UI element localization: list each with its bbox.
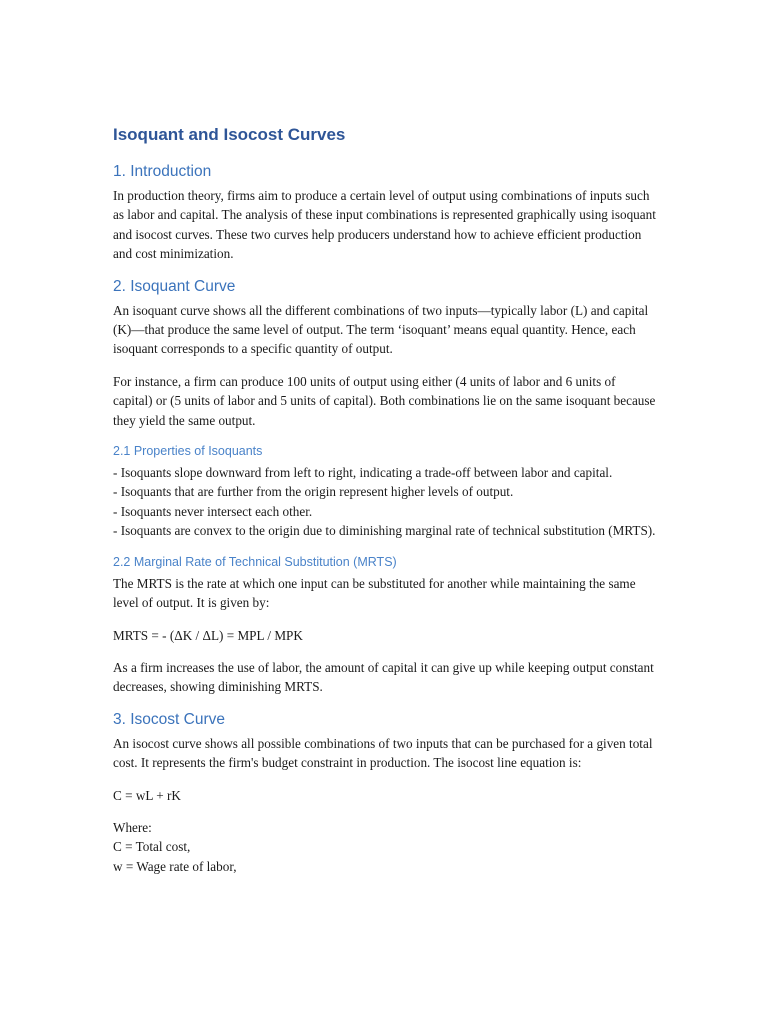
isoquant-paragraph-definition: An isoquant curve shows all the different combinations of two inputs—typically labor (L) and capital (K)—that produce the same level of output. The term ‘isoquant’ means equal quantity. Hence, each isoquant corresponds to a specific quantity of output. bbox=[113, 302, 649, 357]
where-line: Where: bbox=[113, 819, 152, 835]
list-item: - Isoquants are convex to the origin due to diminishing marginal rate of technical substitution (MRTS). bbox=[113, 523, 656, 539]
mrts-paragraph-definition: The MRTS is the rate at which one input can be substituted for another while maintaining the same level of output. It is given by: bbox=[113, 575, 636, 611]
heading-isocost-curve: 3. Isocost Curve bbox=[113, 710, 225, 728]
isocost-formula: C = wL + rK bbox=[113, 787, 181, 803]
where-line: w = Wage rate of labor, bbox=[113, 858, 237, 874]
isocost-paragraph-definition: An isocost curve shows all possible combinations of two inputs that can be purchased for a given total cost. It represents the firm's budget constraint in production. The isocost line equation is: bbox=[113, 735, 653, 771]
mrts-paragraph-diminishing: As a firm increases the use of labor, the amount of capital it can give up while keeping output constant decreases, showing diminishing MRTS. bbox=[113, 659, 654, 695]
heading-mrts: 2.2 Marginal Rate of Technical Substitution (MRTS) bbox=[113, 554, 397, 569]
list-item: - Isoquants slope downward from left to right, indicating a trade-off between labor and capital. bbox=[113, 465, 613, 481]
mrts-formula: MRTS = - (ΔK / ΔL) = MPL / MPK bbox=[113, 627, 303, 643]
list-item: - Isoquants that are further from the origin represent higher levels of output. bbox=[113, 484, 514, 500]
list-item: - Isoquants never intersect each other. bbox=[113, 503, 313, 519]
heading-introduction: 1. Introduction bbox=[113, 163, 212, 180]
intro-paragraph: In production theory, firms aim to produce a certain level of output using combinations of inputs such as labor and capital. The analysis of these input combinations is represented graphically using isoquant and isocost curves. These two curves help producers understand how to achieve efficient production and cost minimization. bbox=[113, 188, 656, 262]
heading-properties-of-isoquants: 2.1 Properties of Isoquants bbox=[113, 444, 263, 459]
isocost-where-list bbox=[113, 818, 658, 876]
document-title: Isoquant and Isocost Curves bbox=[113, 125, 346, 144]
properties-list bbox=[113, 463, 658, 541]
isoquant-paragraph-example: For instance, a firm can produce 100 units of output using either (4 units of labor and 6 units of capital) or (5 units of labor and 5 units of capital). Both combinations lie on the same isoquant because they yield the same output. bbox=[113, 373, 656, 428]
heading-isoquant-curve: 2. Isoquant Curve bbox=[113, 277, 236, 295]
where-line: C = Total cost, bbox=[113, 839, 191, 855]
